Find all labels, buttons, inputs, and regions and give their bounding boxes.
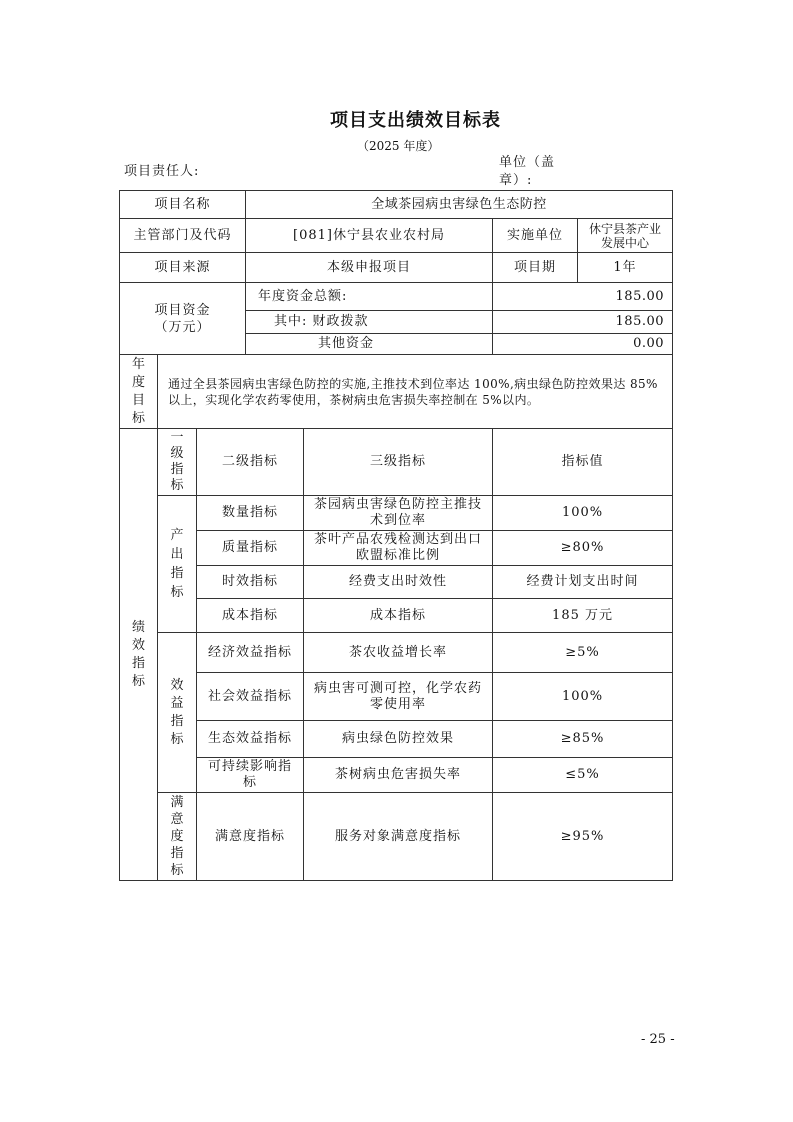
- indicator-header-row: [120, 429, 673, 496]
- level2-cell: 数量指标: [197, 496, 304, 531]
- group-benefit-label: 效益指标: [170, 677, 184, 747]
- header-value: 指标值: [493, 429, 673, 496]
- group-output-label: 产出指标: [170, 528, 184, 600]
- funds-unit: （万元）: [154, 319, 211, 335]
- level2-cell: 经济效益指标: [197, 633, 304, 673]
- table-row: [120, 599, 673, 633]
- value-cell: 100%: [493, 673, 673, 721]
- level2-cell: 质量指标: [197, 531, 304, 566]
- fund-other-label: 其他资金: [246, 334, 493, 355]
- level3-cell: 病虫绿色防控效果: [304, 721, 493, 758]
- project-name-label: 项目名称: [120, 191, 246, 219]
- responsible-person-label: 项目责任人:: [124, 164, 200, 179]
- page-title: 项目支出绩效目标表: [330, 110, 501, 131]
- annual-goal-label: 年度目标: [132, 356, 146, 426]
- value-cell: 185 万元: [493, 599, 673, 633]
- level2-cell: 成本指标: [197, 599, 304, 633]
- project-name-value: 全域茶园病虫害绿色生态防控: [246, 191, 673, 219]
- level3-cell: 茶园病虫害绿色防控主推技术到位率: [304, 496, 493, 531]
- header-level1: 一级指标: [170, 430, 184, 493]
- table-row: [120, 721, 673, 758]
- annual-goal-row: [120, 355, 673, 429]
- level3-cell: 经费支出时效性: [304, 566, 493, 599]
- source-value: 本级申报项目: [246, 253, 493, 283]
- level2-cell: 可持续影响指标: [197, 758, 304, 793]
- department-value: [081]休宁县农业农村局: [246, 219, 493, 253]
- value-cell: ≥5%: [493, 633, 673, 673]
- source-row: [120, 253, 673, 283]
- table-row: [120, 673, 673, 721]
- table-row: [120, 633, 673, 673]
- indicators-label: 绩效指标: [132, 619, 146, 689]
- unit-seal-label: 单位（盖章）:: [499, 155, 556, 188]
- value-cell: ≥85%: [493, 721, 673, 758]
- level2-cell: 满意度指标: [197, 793, 304, 881]
- page-number: - 25 -: [641, 1032, 675, 1047]
- table-row: [120, 566, 673, 599]
- table-row: [120, 793, 673, 881]
- implementer-value: 休宁县茶产业发展中心: [578, 219, 673, 253]
- fund-other-value: 0.00: [493, 334, 673, 355]
- level3-cell: 茶叶产品农残检测达到出口欧盟标准比例: [304, 531, 493, 566]
- level3-cell: 病虫害可测可控，化学农药零使用率: [304, 673, 493, 721]
- group-benefit-cell: [158, 633, 197, 793]
- funds-label: 项目资金: [154, 302, 211, 318]
- group-output-cell: [158, 496, 197, 633]
- value-cell: ≤5%: [493, 758, 673, 793]
- table-row: [120, 496, 673, 531]
- implementer-label: 实施单位: [493, 219, 578, 253]
- fund-total-label: 年度资金总额:: [246, 283, 493, 311]
- funds-label-cell: [120, 283, 246, 355]
- group-satisfaction-label: 满意度指标: [170, 795, 184, 878]
- table-row: [120, 531, 673, 566]
- group-satisfaction-cell: [158, 793, 197, 881]
- annual-goal-text: 通过全县茶园病虫害绿色防控的实施,主推技术到位率达 100%,病虫绿色防控效果达 85%以上，实现化学农药零使用，茶树病虫危害损失率控制在 5%以内。: [158, 355, 673, 429]
- fund-total-value: 185.00: [493, 283, 673, 311]
- source-label: 项目来源: [120, 253, 246, 283]
- fund-fiscal-label: 其中: 财政拨款: [246, 311, 493, 334]
- header-level1-cell: [158, 429, 197, 496]
- level3-cell: 服务对象满意度指标: [304, 793, 493, 881]
- level3-cell: 成本指标: [304, 599, 493, 633]
- value-cell: 100%: [493, 496, 673, 531]
- value-cell: ≥95%: [493, 793, 673, 881]
- year-subtitle: （2025 年度）: [357, 139, 440, 153]
- period-label: 项目期: [493, 253, 578, 283]
- table-row: [120, 758, 673, 793]
- level3-cell: 茶农收益增长率: [304, 633, 493, 673]
- period-value: 1年: [578, 253, 673, 283]
- value-cell: ≥80%: [493, 531, 673, 566]
- header-level3: 三级指标: [304, 429, 493, 496]
- funds-row-total: [120, 283, 673, 311]
- value-cell: 经费计划支出时间: [493, 566, 673, 599]
- department-row: [120, 219, 673, 253]
- performance-target-table: [119, 190, 673, 881]
- project-name-row: [120, 191, 673, 219]
- header-level2: 二级指标: [197, 429, 304, 496]
- level2-cell: 生态效益指标: [197, 721, 304, 758]
- indicators-label-cell: [120, 429, 158, 881]
- level2-cell: 社会效益指标: [197, 673, 304, 721]
- department-label: 主管部门及代码: [120, 219, 246, 253]
- level3-cell: 茶树病虫危害损失率: [304, 758, 493, 793]
- level2-cell: 时效指标: [197, 566, 304, 599]
- annual-goal-label-cell: [120, 355, 158, 429]
- fund-fiscal-value: 185.00: [493, 311, 673, 334]
